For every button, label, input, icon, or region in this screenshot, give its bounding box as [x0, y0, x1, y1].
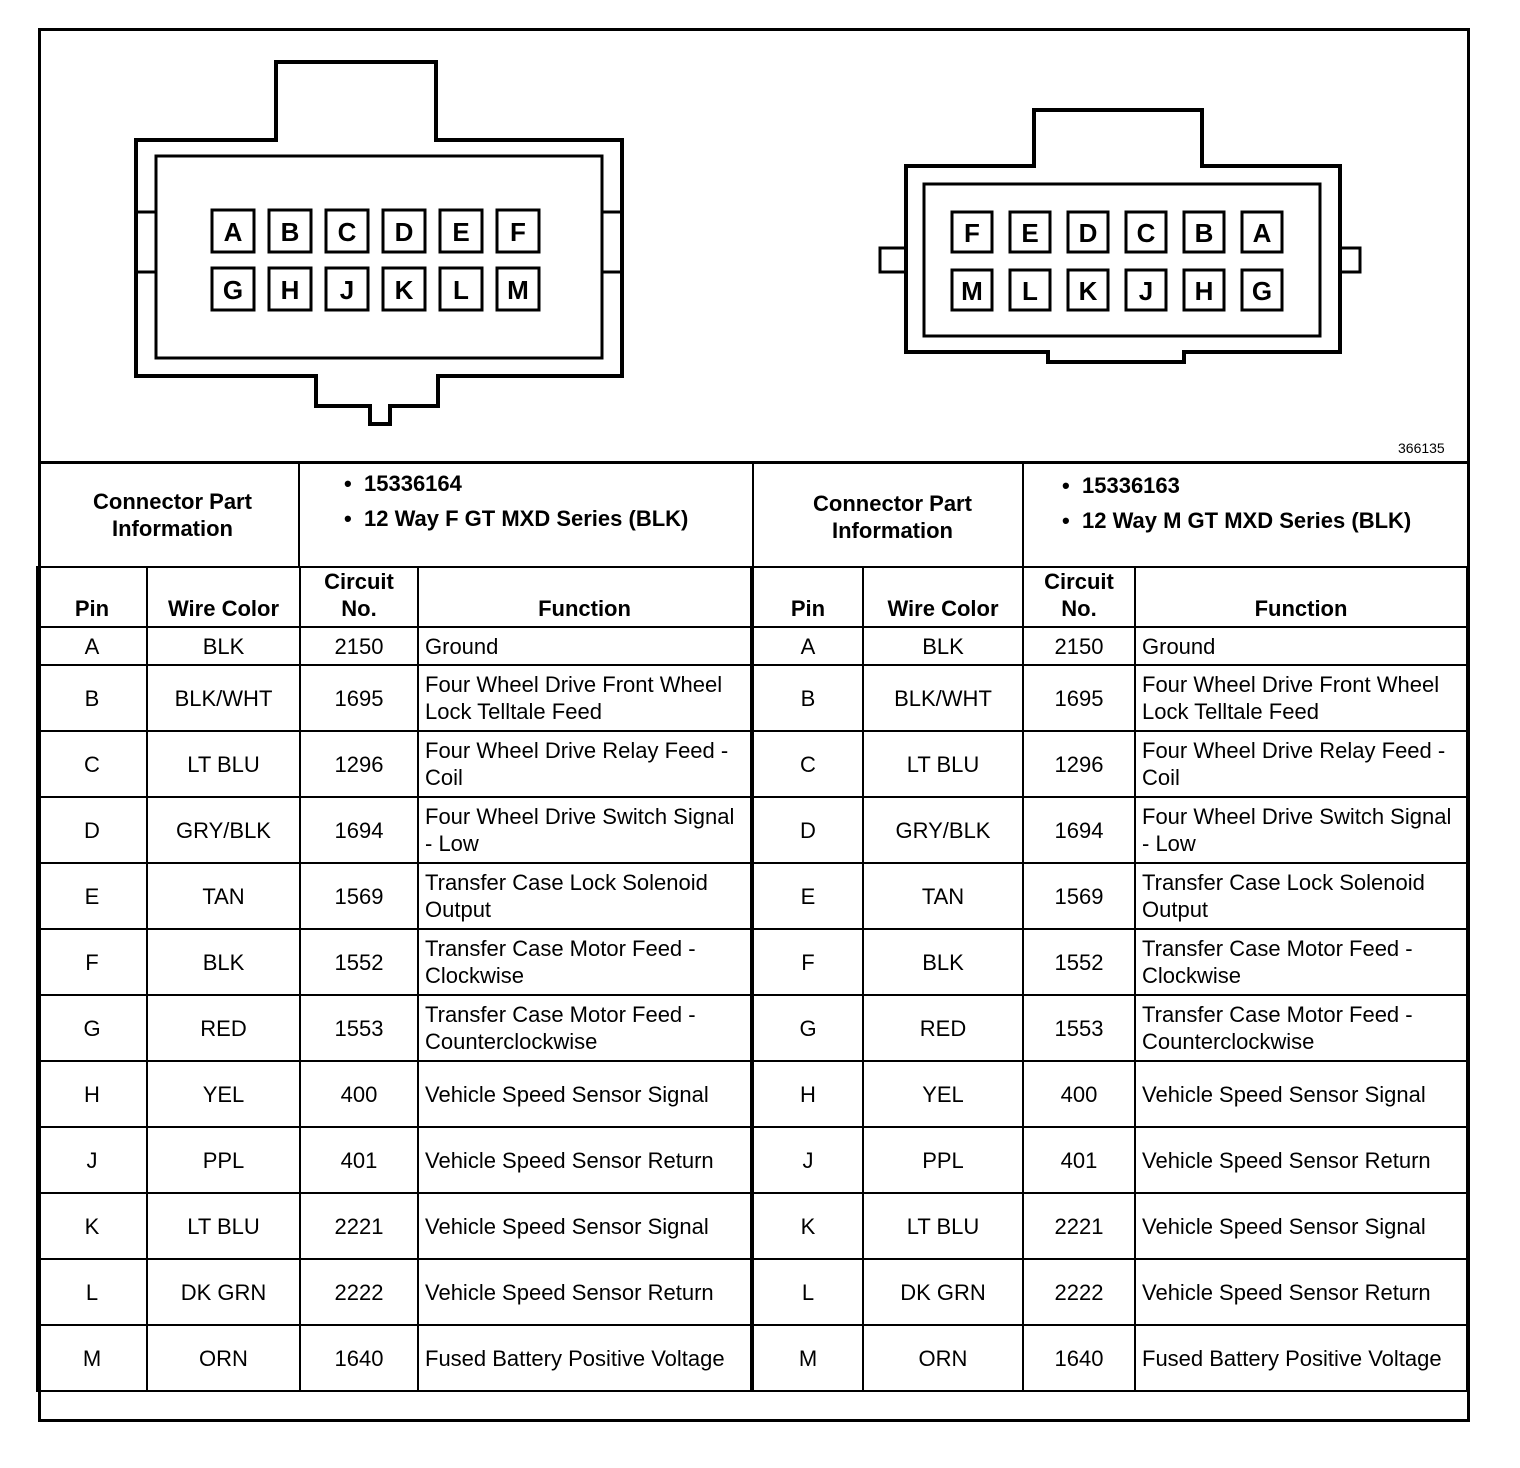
svg-text:C: C — [337, 217, 357, 247]
function-cell: Vehicle Speed Sensor Return — [418, 1259, 751, 1325]
table-row — [37, 627, 751, 665]
table-row — [753, 731, 1467, 797]
right-pin-h — [1184, 270, 1224, 310]
right-part-info-label: Connector Part Information — [813, 491, 972, 543]
wire-color-cell: RED — [863, 995, 1023, 1061]
function-cell: Vehicle Speed Sensor Return — [418, 1127, 751, 1193]
pin-cell: C — [753, 731, 863, 797]
pin-cell: F — [753, 929, 863, 995]
right-pin-g — [1242, 270, 1282, 310]
function-cell: Ground — [1135, 627, 1467, 665]
wire-color-cell: BLK/WHT — [147, 665, 300, 731]
pin-cell: M — [753, 1325, 863, 1391]
wire-color-cell: DK GRN — [147, 1259, 300, 1325]
wire-color-cell: GRY/BLK — [863, 797, 1023, 863]
right-pin-l — [1010, 270, 1050, 310]
circuit-cell: 1640 — [1023, 1325, 1135, 1391]
pin-cell: A — [753, 627, 863, 665]
table-row — [37, 1127, 751, 1193]
svg-text:H: H — [280, 275, 300, 305]
right-connector-face — [0, 0, 1520, 440]
circuit-cell: 1552 — [300, 929, 418, 995]
right-pin-m — [952, 270, 992, 310]
circuit-cell: 400 — [300, 1061, 418, 1127]
pin-cell: H — [753, 1061, 863, 1127]
function-cell: Four Wheel Drive Front Wheel Lock Telltale Feed — [1135, 665, 1467, 731]
svg-text:B: B — [1194, 218, 1214, 248]
svg-text:F: F — [510, 217, 526, 247]
function-cell: Fused Battery Positive Voltage — [418, 1325, 751, 1391]
circuit-cell: 2222 — [1023, 1259, 1135, 1325]
circuit-cell: 400 — [1023, 1061, 1135, 1127]
circuit-cell: 2222 — [300, 1259, 418, 1325]
right-pin-f — [952, 212, 992, 252]
svg-text:K: K — [1078, 276, 1098, 306]
pin-cell: K — [37, 1193, 147, 1259]
pin-cell: L — [37, 1259, 147, 1325]
right-pin-b — [1184, 212, 1224, 252]
circuit-cell: 2150 — [1023, 627, 1135, 665]
svg-text:L: L — [453, 275, 469, 305]
wire-color-cell: ORN — [147, 1325, 300, 1391]
svg-text:D: D — [1078, 218, 1098, 248]
header-function: Function — [1135, 567, 1467, 627]
table-row — [753, 1127, 1467, 1193]
divider-line — [1022, 462, 1024, 566]
svg-text:J: J — [339, 275, 355, 305]
function-cell: Transfer Case Motor Feed - Counterclockwise — [418, 995, 751, 1061]
pin-cell: F — [37, 929, 147, 995]
svg-text:H: H — [1194, 276, 1214, 306]
table-row — [753, 1259, 1467, 1325]
left-part-info — [340, 470, 740, 540]
pin-cell: D — [753, 797, 863, 863]
function-cell: Vehicle Speed Sensor Signal — [418, 1193, 751, 1259]
svg-text:C: C — [1136, 218, 1156, 248]
function-cell: Ground — [418, 627, 751, 665]
pin-cell: E — [37, 863, 147, 929]
circuit-cell: 1296 — [1023, 731, 1135, 797]
table-row — [753, 995, 1467, 1061]
left-part-info-label: Connector Part Information — [93, 489, 252, 541]
circuit-cell: 1569 — [1023, 863, 1135, 929]
svg-text:L: L — [1022, 276, 1038, 306]
function-cell: Four Wheel Drive Switch Signal - Low — [1135, 797, 1467, 863]
function-cell: Vehicle Speed Sensor Return — [1135, 1259, 1467, 1325]
table-row — [37, 731, 751, 797]
right-pinout-table — [752, 566, 1468, 1392]
function-cell: Vehicle Speed Sensor Signal — [1135, 1193, 1467, 1259]
right-pin-c — [1126, 212, 1166, 252]
wire-color-cell: BLK — [147, 929, 300, 995]
circuit-cell: 1695 — [1023, 665, 1135, 731]
function-cell: Transfer Case Motor Feed - Clockwise — [1135, 929, 1467, 995]
table-row — [37, 1061, 751, 1127]
header-circuit: Circuit No. — [300, 567, 418, 627]
function-cell: Transfer Case Motor Feed - Counterclockwise — [1135, 995, 1467, 1061]
wire-color-cell: DK GRN — [863, 1259, 1023, 1325]
pin-cell: E — [753, 863, 863, 929]
wire-color-cell: YEL — [147, 1061, 300, 1127]
pin-cell: K — [753, 1193, 863, 1259]
svg-text:E: E — [452, 217, 470, 247]
wire-color-cell: BLK — [863, 929, 1023, 995]
circuit-cell: 1695 — [300, 665, 418, 731]
wire-color-cell: LT BLU — [147, 731, 300, 797]
pin-cell: B — [37, 665, 147, 731]
right-pin-d — [1068, 212, 1108, 252]
wire-color-cell: BLK — [147, 627, 300, 665]
svg-text:A: A — [1252, 218, 1272, 248]
part-info-item: • 12 Way M GT MXD Series (BLK) — [1058, 507, 1458, 534]
table-row — [753, 627, 1467, 665]
circuit-cell: 2221 — [300, 1193, 418, 1259]
function-cell: Four Wheel Drive Front Wheel Lock Telltale Feed — [418, 665, 751, 731]
wire-color-cell: PPL — [863, 1127, 1023, 1193]
function-cell: Transfer Case Lock Solenoid Output — [418, 863, 751, 929]
circuit-cell: 1553 — [1023, 995, 1135, 1061]
wire-color-cell: BLK — [863, 627, 1023, 665]
function-cell: Vehicle Speed Sensor Signal — [1135, 1061, 1467, 1127]
pin-cell: C — [37, 731, 147, 797]
table-row — [753, 1325, 1467, 1391]
table-row — [37, 1325, 751, 1391]
divider-line — [298, 462, 300, 566]
table-row — [37, 665, 751, 731]
function-cell: Fused Battery Positive Voltage — [1135, 1325, 1467, 1391]
table-row — [37, 1259, 751, 1325]
part-info-item: • 15336163 — [1058, 472, 1458, 499]
pin-cell: J — [753, 1127, 863, 1193]
svg-text:E: E — [1021, 218, 1039, 248]
function-cell: Transfer Case Lock Solenoid Output — [1135, 863, 1467, 929]
function-cell: Four Wheel Drive Relay Feed - Coil — [1135, 731, 1467, 797]
svg-text:K: K — [394, 275, 414, 305]
figure-id: 366135 — [1398, 440, 1445, 456]
part-info-item: • 15336164 — [340, 470, 740, 497]
circuit-cell: 1553 — [300, 995, 418, 1061]
table-row — [753, 797, 1467, 863]
pin-cell: D — [37, 797, 147, 863]
circuit-cell: 401 — [1023, 1127, 1135, 1193]
header-wire-color: Wire Color — [147, 567, 300, 627]
pin-cell: J — [37, 1127, 147, 1193]
header-pin: Pin — [753, 567, 863, 627]
circuit-cell: 2221 — [1023, 1193, 1135, 1259]
table-row — [753, 665, 1467, 731]
table-row — [37, 929, 751, 995]
pin-cell: A — [37, 627, 147, 665]
table-row — [37, 995, 751, 1061]
table-row — [37, 863, 751, 929]
table-row — [753, 1061, 1467, 1127]
wire-color-cell: PPL — [147, 1127, 300, 1193]
header-circuit: Circuit No. — [1023, 567, 1135, 627]
wire-color-cell: BLK/WHT — [863, 665, 1023, 731]
wire-color-cell: LT BLU — [863, 1193, 1023, 1259]
function-cell: Vehicle Speed Sensor Signal — [418, 1061, 751, 1127]
part-info-item: • 12 Way F GT MXD Series (BLK) — [340, 505, 740, 532]
circuit-cell: 1569 — [300, 863, 418, 929]
header-function: Function — [418, 567, 751, 627]
pin-cell: L — [753, 1259, 863, 1325]
function-cell: Four Wheel Drive Switch Signal - Low — [418, 797, 751, 863]
wire-color-cell: LT BLU — [863, 731, 1023, 797]
circuit-cell: 1640 — [300, 1325, 418, 1391]
circuit-cell: 1296 — [300, 731, 418, 797]
table-row — [37, 797, 751, 863]
wire-color-cell: RED — [147, 995, 300, 1061]
function-cell: Vehicle Speed Sensor Return — [1135, 1127, 1467, 1193]
svg-text:B: B — [280, 217, 300, 247]
left-pinout-table — [36, 566, 752, 1392]
table-row — [753, 1193, 1467, 1259]
circuit-cell: 2150 — [300, 627, 418, 665]
wire-color-cell: GRY/BLK — [147, 797, 300, 863]
svg-text:A: A — [223, 217, 243, 247]
right-pin-a — [1242, 212, 1282, 252]
pin-cell: H — [37, 1061, 147, 1127]
table-row — [37, 1193, 751, 1259]
table-row — [753, 929, 1467, 995]
wire-color-cell: ORN — [863, 1325, 1023, 1391]
function-cell: Four Wheel Drive Relay Feed - Coil — [418, 731, 751, 797]
pin-cell: M — [37, 1325, 147, 1391]
divider-line — [38, 461, 1470, 464]
table-row — [753, 863, 1467, 929]
wire-color-cell: YEL — [863, 1061, 1023, 1127]
circuit-cell: 1552 — [1023, 929, 1135, 995]
svg-text:F: F — [964, 218, 980, 248]
svg-text:G: G — [1251, 276, 1273, 306]
wire-color-cell: TAN — [863, 863, 1023, 929]
right-pin-e — [1010, 212, 1050, 252]
circuit-cell: 1694 — [300, 797, 418, 863]
circuit-cell: 401 — [300, 1127, 418, 1193]
right-pin-k — [1068, 270, 1108, 310]
divider-line — [752, 462, 754, 566]
header-wire-color: Wire Color — [863, 567, 1023, 627]
svg-text:M: M — [961, 276, 983, 306]
header-pin: Pin — [37, 567, 147, 627]
circuit-cell: 1694 — [1023, 797, 1135, 863]
wire-color-cell: TAN — [147, 863, 300, 929]
right-part-info — [1058, 472, 1458, 542]
svg-text:M: M — [507, 275, 529, 305]
pin-cell: G — [753, 995, 863, 1061]
svg-text:D: D — [394, 217, 414, 247]
pin-cell: B — [753, 665, 863, 731]
right-pin-j — [1126, 270, 1166, 310]
pin-cell: G — [37, 995, 147, 1061]
svg-text:J: J — [1138, 276, 1154, 306]
function-cell: Transfer Case Motor Feed - Clockwise — [418, 929, 751, 995]
svg-text:G: G — [222, 275, 244, 305]
wire-color-cell: LT BLU — [147, 1193, 300, 1259]
